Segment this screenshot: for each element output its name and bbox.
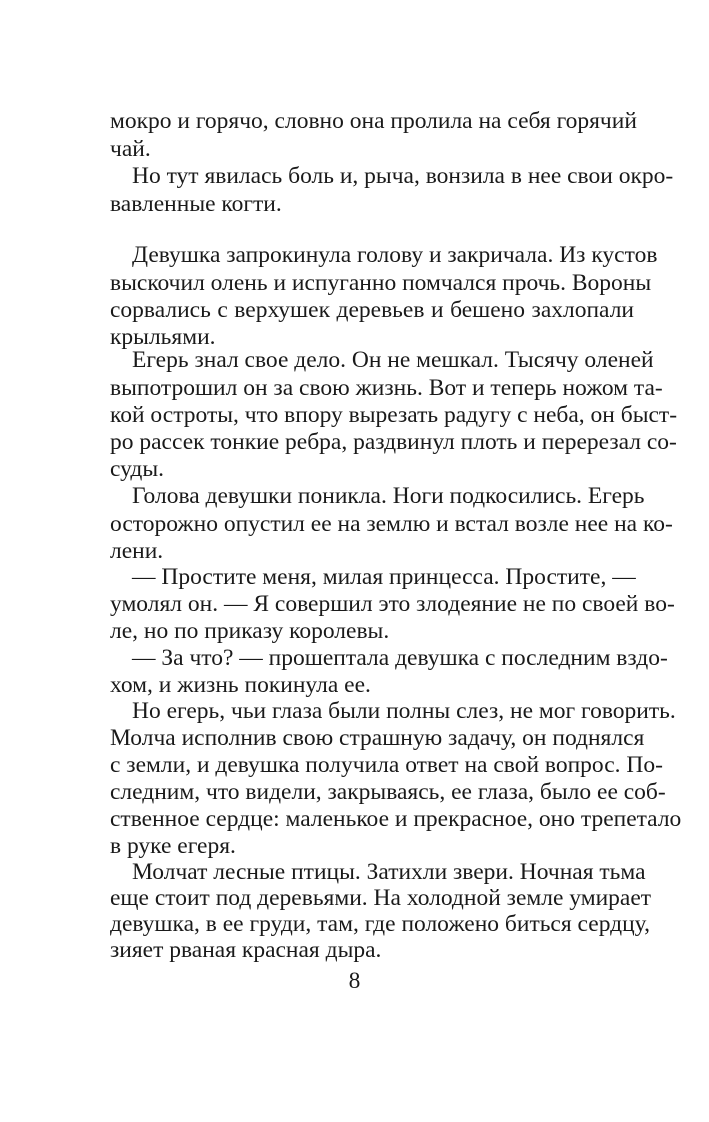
- text-line: выпотрошил он за свою жизнь. Вот и теперь ножом та-: [110, 375, 663, 401]
- text-line: ле, но по приказу королевы.: [110, 618, 390, 644]
- text-line: чай.: [110, 136, 151, 162]
- text-line: мокро и горячо, словно она пролила на себя горячий: [110, 108, 637, 134]
- page-number: 8: [348, 968, 361, 994]
- text-line: вавленные когти.: [110, 191, 282, 217]
- text-line: кой остроты, что впору вырезать радугу с неба, он быст-: [110, 402, 678, 428]
- text-line: ственное сердце: маленькое и прекрасное, оно трепетало: [110, 806, 682, 832]
- text-line: Голова девушки поникла. Ноги подкосились. Егерь: [132, 483, 645, 509]
- text-line: Егерь знал свое дело. Он не мешкал. Тысячу оленей: [132, 347, 654, 373]
- text-line: суды.: [110, 456, 165, 482]
- text-line: Но егерь, чьи глаза были полны слез, не мог говорить.: [132, 698, 676, 724]
- text-line: Но тут явилась боль и, рыча, вонзила в нее свои окро-: [132, 163, 674, 189]
- text-line: осторожно опустил ее на землю и встал возле нее на ко-: [110, 511, 673, 537]
- text-line: выскочил олень и испуганно помчался прочь. Вороны: [110, 270, 652, 296]
- text-line: Девушка запрокинула голову и закричала. Из кустов: [132, 242, 658, 268]
- text-line: лени.: [110, 538, 164, 564]
- text-line: Молча исполнив свою страшную задачу, он поднялся: [110, 725, 645, 751]
- text-line: в руке егеря.: [110, 833, 236, 859]
- text-line: с земли, и девушка получила ответ на свой вопрос. По-: [110, 752, 663, 778]
- text-line: — Простите меня, милая принцесса. Простите, —: [132, 564, 636, 590]
- text-line: умолял он. — Я совершил это злодеяние не по своей во-: [110, 591, 675, 617]
- text-line: зияет рваная красная дыра.: [110, 937, 382, 963]
- text-line: крыльями.: [110, 324, 216, 350]
- text-line: сорвались с верхушек деревьев и бешено захлопали: [110, 297, 634, 323]
- text-line: еще стоит под деревьями. На холодной земле умирает: [110, 885, 652, 911]
- text-line: следним, что видели, закрываясь, ее глаза, было ее соб-: [110, 779, 666, 805]
- text-line: — За что? — прошептала девушка с последним вздо-: [132, 645, 668, 671]
- text-line: ро рассек тонкие ребра, раздвинул плоть и перерезал со-: [110, 429, 677, 455]
- text-line: Молчат лесные птицы. Затихли звери. Ночная тьма: [132, 859, 646, 885]
- text-line: хом, и жизнь покинула ее.: [110, 672, 371, 698]
- text-line: девушка, в ее груди, там, где положено биться сердцу,: [110, 911, 650, 937]
